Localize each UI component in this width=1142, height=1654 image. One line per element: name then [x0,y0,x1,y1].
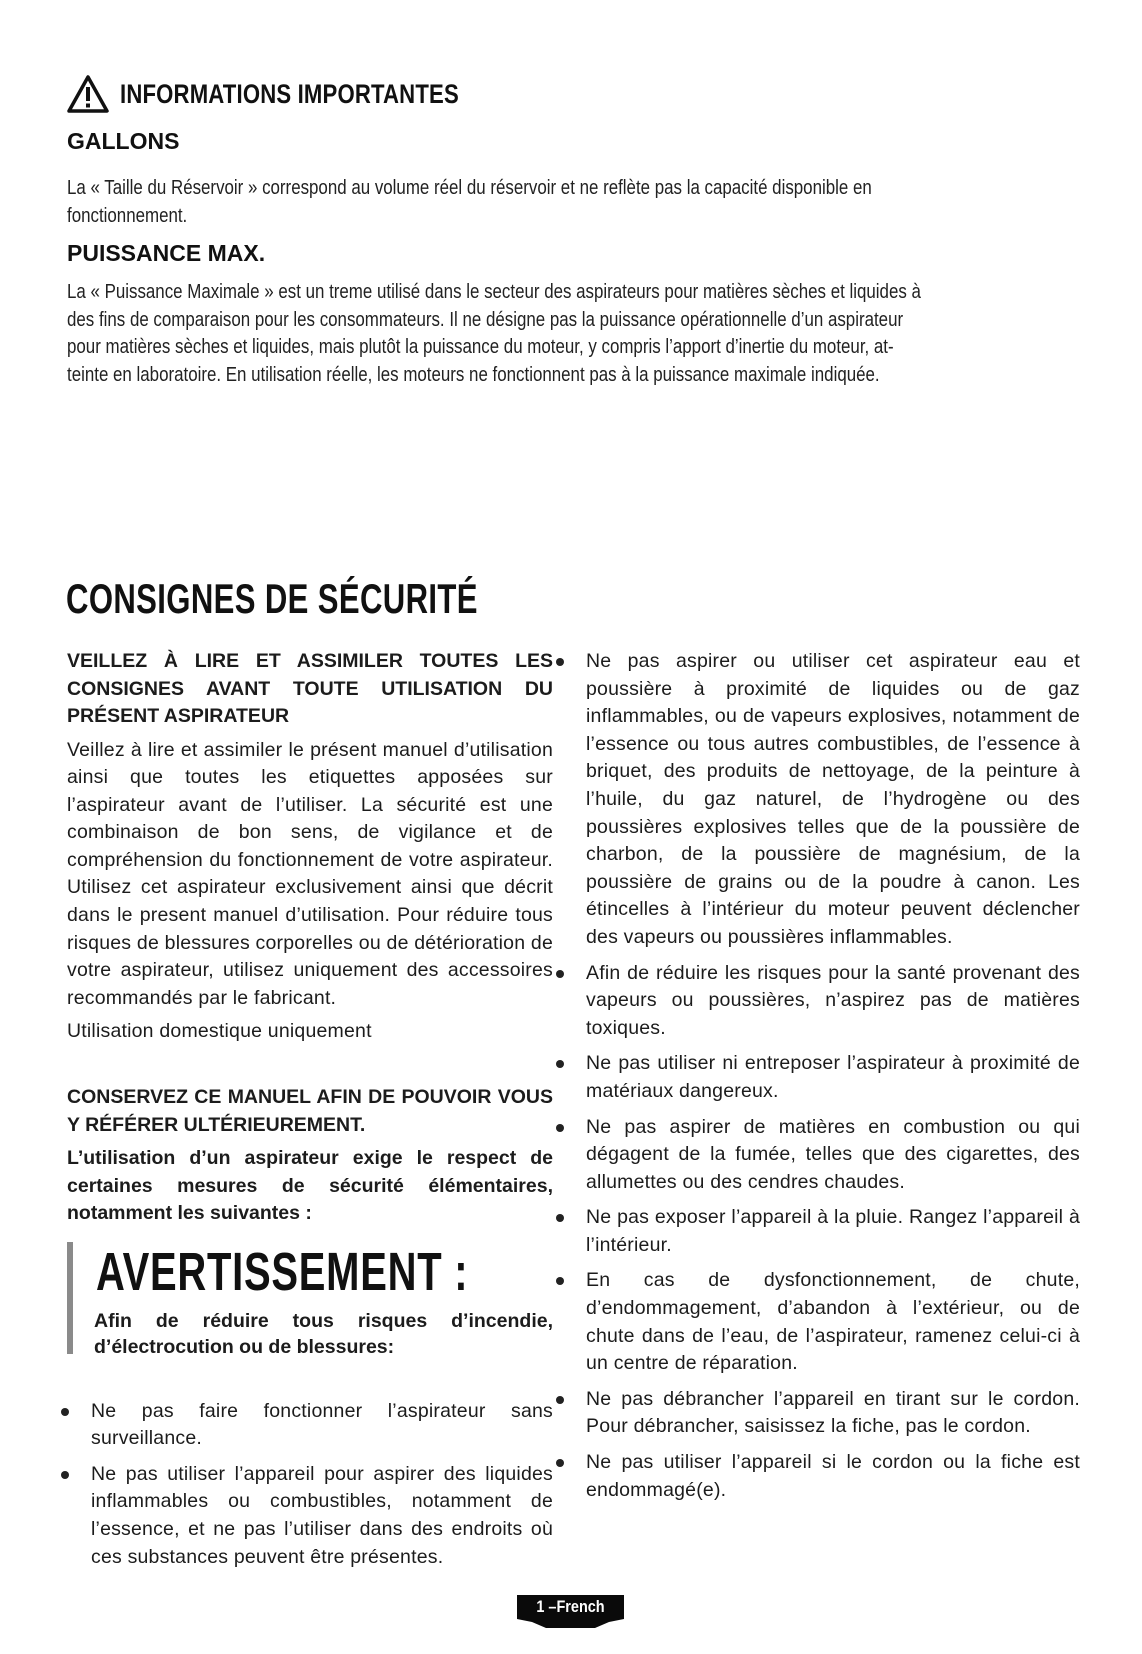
gallons-line: fonctionnement. [67,204,188,227]
read-instructions-heading: VEILLEZ À LIRE ET ASSIMILER TOUTES LES CONSIGNES AVANT TOUTE UTILISATION DU PRÉSENT ASPIRATEUR [67,650,553,727]
gallons-heading: GALLONS [67,128,180,154]
warning-bar [67,1242,73,1354]
bullet-dot-icon [556,1124,564,1132]
max-power-paragraph [67,279,1064,389]
bullet-dot-icon [556,970,564,978]
bullet-item [586,960,1080,1043]
gallons-paragraph [67,175,1064,230]
bullet-dot-icon [556,1277,564,1285]
important-info-title: INFORMATIONS IMPORTANTES [120,78,459,109]
usage-intro: L’utilisation d’un aspirateur exige le respect de certaines mesures de sécurité élémentaires, notamment les suivantes : [67,1147,553,1225]
bullet-text: Ne pas aspirer ou utiliser cet aspirateur eau et poussière à proximité de liquides ou de gaz inflammables, ou de vapeurs explosives, notamment de l’essence ou tous autres combustibles, de l’essence à briquet, des produits de nettoyage, de la peinture à l’huile, du gaz naturel, de l’hydrogène ou des poussières explosives telles que de la poussière de charbon, de la poussière de magnésium, de la poussière de grains ou de la poudre à canon. Les étincelles à l’intérieur du moteur peuvent déclencher des vapeurs ou poussières inflammables. [586,650,1080,948]
right-column [586,648,1080,1512]
bullet-text: Ne pas utiliser l’appareil pour aspirer des liquides inflammables ou combustibles, notamment de l’essence, et ne pas l’utiliser dans des endroits où ces substances peuvent être présentes. [91,1462,553,1568]
warning-subtitle: Afin de réduire tous risques d’incendie, d’électrocution ou de blessures: [94,1309,553,1358]
bullet-text: Ne pas aspirer de matières en combustion ou qui dégagent de la fumée, telles que des cigarettes, des allumettes ou des cendres chaudes. [586,1115,1080,1193]
left-column [67,648,553,1579]
max-power-line: des fins de comparaison pour les consommateurs. Il ne désigne pas la puissance opérationnelle d’un aspirateur [67,308,904,331]
warning-triangle-icon [66,74,110,114]
warning-title: AVERTISSEMENT : [96,1241,469,1302]
read-instructions-body: Veillez à lire et assimiler le présent manuel d’utilisation ainsi que toutes les etiquettes apposées sur l’aspirateur avant de l’utiliser. La sécurité est une combinaison de bon sens, de vigilance et de compréhension du fonctionnement de votre aspirateur. Utilisez cet aspirateur exclusivement ainsi que décrit dans le present manuel d’utilisation. Pour réduire tous risques de blessures corporelles ou de détérioration de votre aspirateur, utilisez uniquement des accessoires recommandés par le fabricant. [67,738,553,1009]
domestic-use-note: Utilisation domestique uniquement [67,1020,372,1043]
warning-block [67,1242,553,1360]
bullet-dot-icon [556,1396,564,1404]
right-bullet-list [586,648,1080,1504]
bullet-item [586,648,1080,952]
bullet-dot-icon [556,658,564,666]
max-power-line: teinte en laboratoire. En utilisation réelle, les moteurs ne fonctionnent pas à la puissance maximale indiquée. [67,363,880,386]
bullet-item [586,1267,1080,1377]
bullet-dot-icon [556,1060,564,1068]
bullet-text: Ne pas débrancher l’appareil en tirant sur le cordon. Pour débrancher, saisissez la fiche, pas le cordon. [586,1387,1080,1438]
bullet-item [91,1398,553,1453]
page-number-tab [517,1595,624,1629]
bullet-item [586,1050,1080,1105]
max-power-line: La « Puissance Maximale » est un treme utilisé dans le secteur des aspirateurs pour matières sèches et liquides à [67,281,921,303]
bullet-dot-icon [61,1471,69,1479]
max-power-heading: PUISSANCE MAX. [67,240,266,266]
bullet-item [586,1449,1080,1504]
left-bullet-list [67,1398,553,1572]
bullet-text: Afin de réduire les risques pour la santé provenant des vapeurs ou poussières, n’aspirez pas de matières toxiques. [586,961,1080,1039]
bullet-text: Ne pas utiliser ni entreposer l’aspirateur à proximité de matériaux dangereux. [586,1052,1080,1102]
max-power-line: pour matières sèches et liquides, mais plutôt la puissance du moteur, y compris l’apport d’inertie du moteur, at- [67,336,894,358]
bullet-item [586,1204,1080,1259]
warning-header [94,1242,553,1302]
bullet-text: Ne pas exposer l’appareil à la pluie. Rangez l’appareil à l’intérieur. [586,1206,1080,1256]
bullet-text: Ne pas faire fonctionner l’aspirateur sans surveillance. [91,1399,553,1450]
important-info-header [66,74,533,114]
bullet-dot-icon [61,1408,69,1416]
bullet-item [586,1386,1080,1441]
keep-manual-heading: CONSERVEZ CE MANUEL AFIN DE POUVOIR VOUS Y RÉFÉRER ULTÉRIEUREMENT. [67,1086,553,1136]
bullet-item [586,1114,1080,1197]
page-label: 1 –French [536,1597,605,1616]
bullet-text: Ne pas utiliser l’appareil si le cordon ou la fiche est endommagé(e). [586,1451,1080,1501]
safety-title: CONSIGNES DE SÉCURITÉ [66,575,478,622]
bullet-dot-icon [556,1459,564,1467]
bullet-dot-icon [556,1214,564,1222]
gallons-line: La « Taille du Réservoir » correspond au volume réel du réservoir et ne reflète pas la capacité disponible en [67,177,872,199]
bullet-text: En cas de dysfonctionnement, de chute, d’endommagement, d’abandon à l’extérieur, ou de chute dans de l’eau, de l’aspirateur, ramenez celui-ci à un centre de réparation. [586,1269,1080,1375]
bullet-item [91,1461,553,1571]
